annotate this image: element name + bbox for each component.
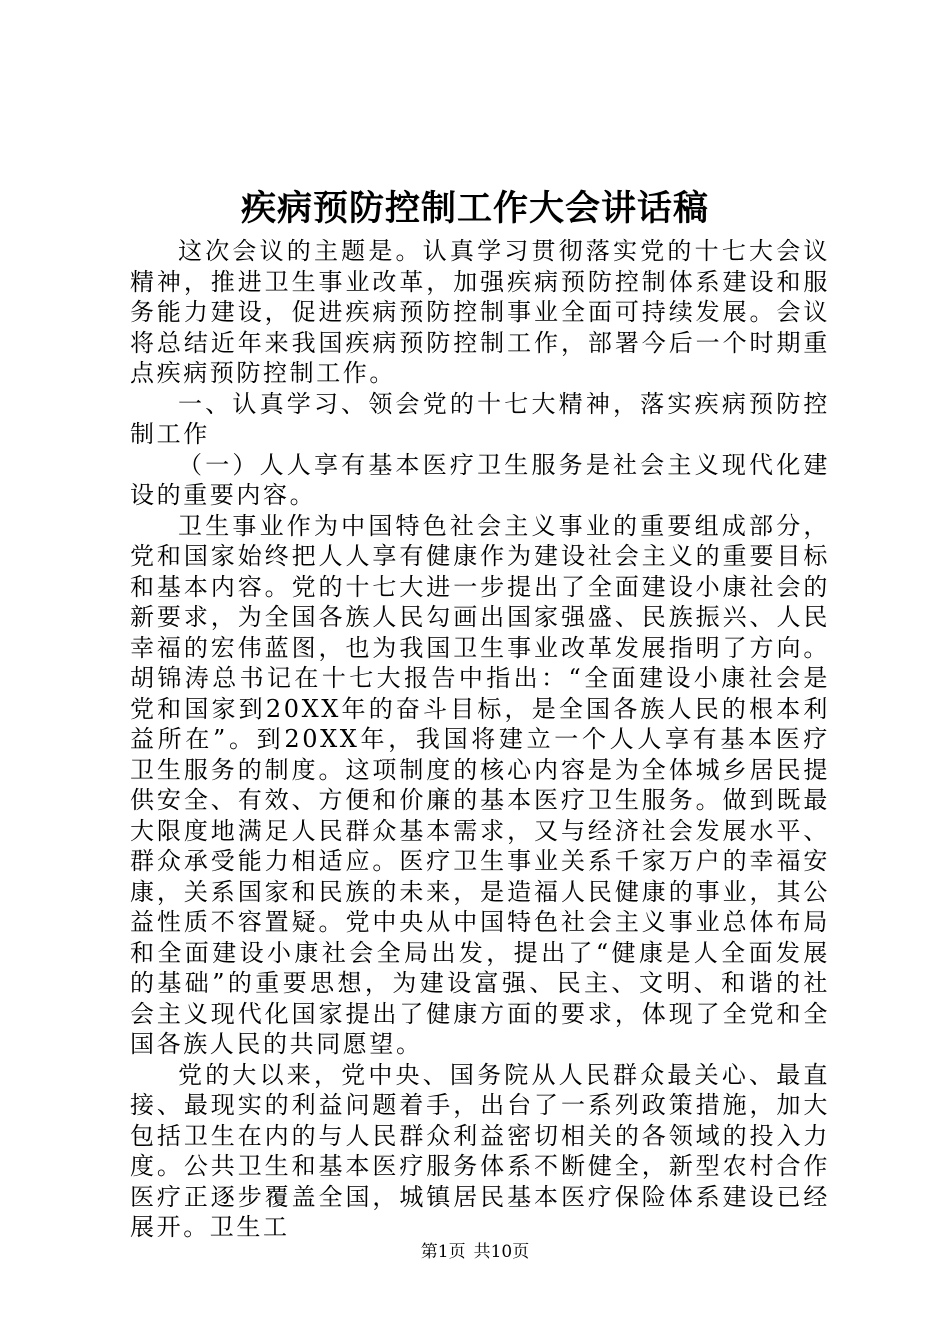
subsection-heading-1: （一）人人享有基本医疗卫生服务是社会主义现代化建设的重要内容。	[130, 450, 830, 509]
section-heading-1: 一、认真学习、领会党的十七大精神，落实疾病预防控制工作	[130, 389, 830, 448]
paragraph-body-1: 卫生事业作为中国特色社会主义事业的重要组成部分，党和国家始终把人人享有健康作为建设社会主义的重要目标和基本内容。党的十七大进一步提出了全面建设小康社会的新要求，为全国各族人民勾画出国家强盛、民族振兴、人民幸福的宏伟蓝图，也为我国卫生事业改革发展指明了方向。胡锦涛总书记在十七大报告中指出：“全面建设小康社会是党和国家到20XX年的奋斗目标，是全国各族人民的根本利益所在”。到20XX年，我国将建立一个人人享有基本医疗卫生服务的制度。这项制度的核心内容是为全体城乡居民提供安全、有效、方便和价廉的基本医疗卫生服务。做到既最大限度地满足人民群众基本需求，又与经济社会发展水平、群众承受能力相适应。医疗卫生事业关系千家万户的幸福安康，关系国家和民族的未来，是造福人民健康的事业，其公益性质不容置疑。党中央从中国特色社会主义事业总体布局和全面建设小康社会全局出发，提出了“健康是人全面发展的基础”的重要思想，为建设富强、民主、文明、和谐的社会主义现代化国家提出了健康方面的要求，体现了全党和全国各族人民的共同愿望。	[130, 511, 830, 1058]
document-title: 疾病预防控制工作大会讲话稿	[240, 188, 709, 229]
document-body	[130, 236, 830, 1243]
page-footer	[0, 1240, 950, 1264]
paragraph-intro: 这次会议的主题是。认真学习贯彻落实党的十七大会议精神，推进卫生事业改革，加强疾病预防控制体系建设和服务能力建设，促进疾病预防控制事业全面可持续发展。会议将总结近年来我国疾病预防控制工作，部署今后一个时期重点疾病预防控制工作。	[130, 237, 830, 387]
paragraph-body-2: 党的大以来，党中央、国务院从人民群众最关心、最直接、最现实的利益问题着手，出台了一系列政策措施，加大包括卫生在内的与人民群众利益密切相关的各领域的投入力度。公共卫生和基本医疗服务体系不断健全，新型农村合作医疗正逐步覆盖全国，城镇居民基本医疗保险体系建设已经展开。卫生工	[130, 1060, 830, 1241]
page-total: 共10页	[473, 1242, 530, 1262]
page-number: 第1页	[420, 1242, 466, 1262]
